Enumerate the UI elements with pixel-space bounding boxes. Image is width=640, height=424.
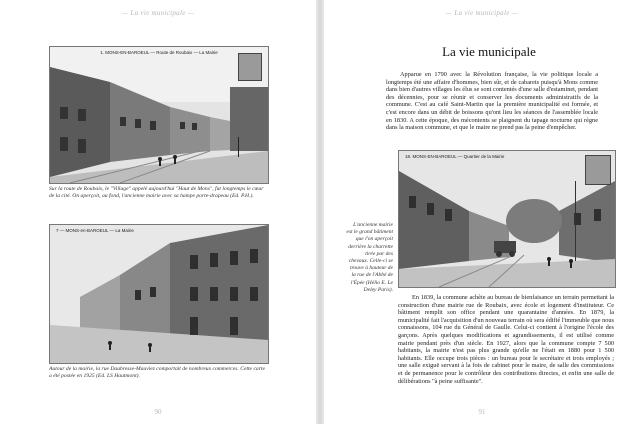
photo-route-de-roubaix: [49, 46, 269, 184]
caption-photo-1: Sur la route de Roubaix, le "Village" appelé aujourd'hui "Haut de Mons", fut longtemps le cœur de la cité. On aperçoit, au fond, l'ancienne mairie avec sa hampe porte-drapeau (Ed. P.H.).: [49, 186, 264, 199]
photo-la-mairie: [49, 224, 269, 364]
photo-quartier-de-la-mairie: [398, 150, 616, 288]
quartier-mairie-illustration: [399, 151, 615, 287]
paragraph-1: Apparue en 1790 avec la Révolution française, la vie politique locale a longtemps été une affaire d'hommes, bien sûr, et de cabarets puisqu'à Mons comme dans bien d'autres villages les élus se sont contentés d'une salle d'estaminet, pendant des décennies, pour se réunir et conserver les documents administratifs de la commune. C'est au café Saint-Martin que la première municipalité est formée, et c'est encore dans un débit de boissons qu'ont lieu les séances de l'assemblée locale en 1830. A cette époque, des mécontents se plaignent du tapage nocturne qui règne dans la maison commune, et que le maire ne prend pas la peine d'empêcher.: [386, 71, 598, 132]
intro-paragraph: [386, 71, 598, 132]
chapter-title: La vie municipale: [442, 44, 536, 59]
main-paragraph: [398, 294, 614, 385]
caption-photo-2: Autour de la mairie, la rue Daubresse-Mauviez comportait de nombreux commerces. Cette carte a été postée en 1925 (Ed. LS Hautmont).: [49, 366, 265, 379]
running-head-right: — La vie municipale —: [445, 9, 519, 17]
left-page: [0, 0, 316, 424]
folio-right: 91: [478, 408, 486, 416]
paragraph-2: En 1839, la commune achète au bureau de bienfaisance un terrain permettant la construction d'une mairie rue de Roubaix, avec école et logement d'instituteur. Ce bâtiment remplit son office pendant une quarantaine d'années. En 1879, la municipalité fait l'acquisition d'un nouveau terrain où sera édifié l'immeuble que nous connaissons, 104 rue du Général de Gaulle. Celui-ci contient à l'origine l'école des garçons. Après quelques modifications et agrandissements, il est utilisé comme mairie pendant près d'un siècle. En 1927, alors que la commune compte 7 500 habitants, la mairie n'est pas plus grande qu'elle ne l'était en 1880 pour 1 500 habitants. Elle occupe trois pièces : un bureau pour le secrétaire et trois employés ; une salle exiguë servant à la fois de cabinet pour le maire, de salle des commissions et de permanence pour le contrôleur des contributions directes, et enfin une salle de délibérations "à peine suffisante".: [398, 294, 614, 385]
postage-stamp: [238, 53, 262, 81]
book-gutter: [316, 0, 324, 424]
photo-strip-text: 1. MONS-EN-BAROEUL — Route de Roubaix — La Mairie: [100, 50, 218, 55]
folio-left: 90: [154, 408, 162, 416]
side-caption: L'ancienne mairie est le grand bâtiment que l'on aperçoit derrière la charrette tirée par des chevaux. Celle-ci se trouve à hauteur de la rue de l'Abbé de l'Épée (Hélio E. Le Deley Paris).: [346, 222, 393, 293]
photo-strip-text: 18. MONS-EN-BAROEUL — Quartier de la Mairie: [405, 154, 505, 159]
postage-stamp: [585, 155, 611, 185]
photo-strip-text: 7 — MONS-en-BAROEUL — La Mairie: [56, 228, 134, 233]
running-head-left: — La vie municipale —: [121, 9, 195, 17]
mairie-street-illustration: [50, 225, 268, 363]
right-page: [324, 0, 640, 424]
street-scene-illustration: [50, 47, 268, 183]
